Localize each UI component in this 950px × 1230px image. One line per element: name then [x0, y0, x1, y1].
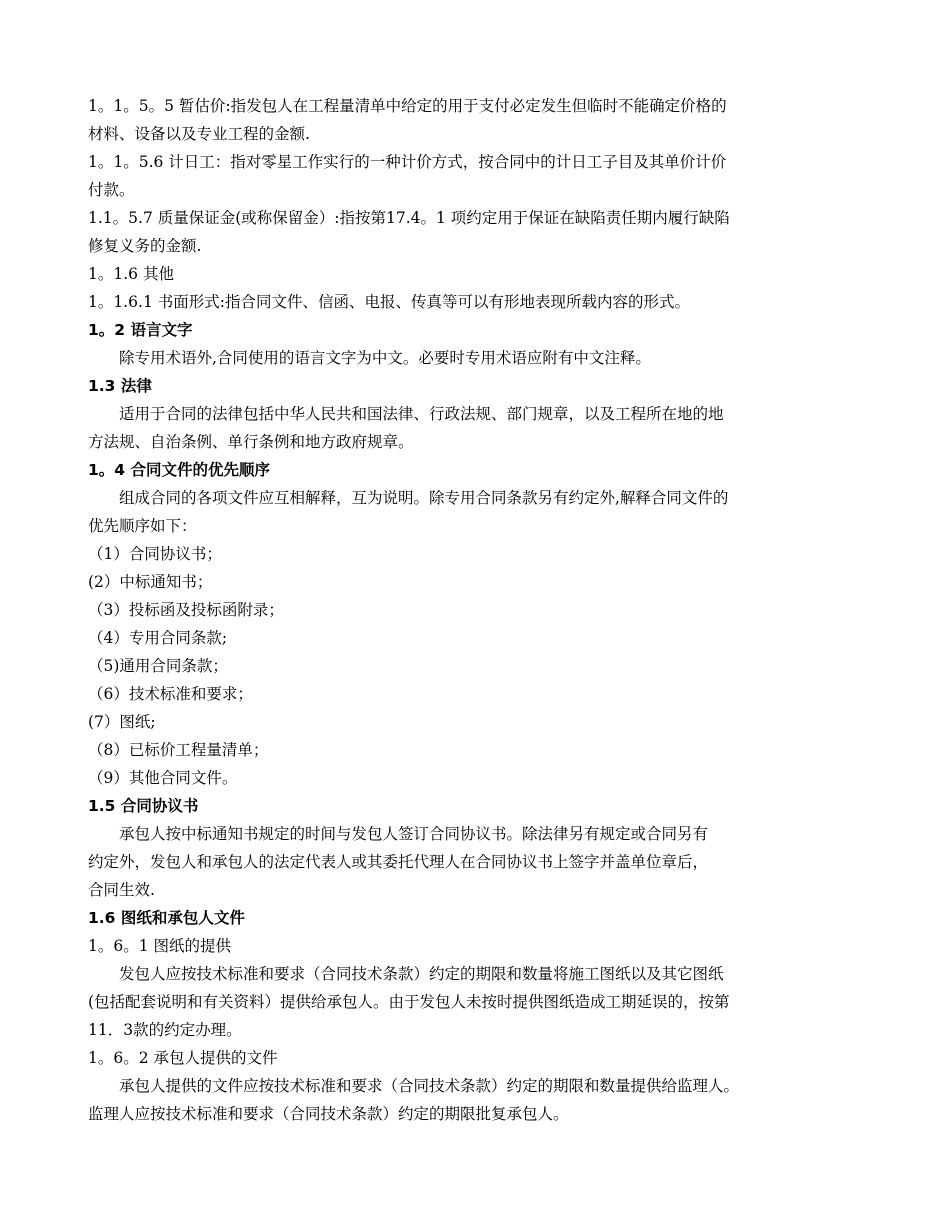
section-heading: 1.5 合同协议书	[88, 797, 199, 815]
list-item: （6）技术标准和要求；	[88, 685, 253, 703]
list-item: （3）投标函及投标函附录；	[88, 601, 284, 619]
text-line: 监理人应按技术标准和要求（合同技术条款）约定的期限批复承包人。	[88, 1105, 569, 1123]
text-line: 1。1。5.6 计日工：指对零星工作实行的一种计价方式，按合同中的计日工子目及其单价计价	[88, 153, 727, 171]
paragraph-line: 承包人提供的文件应按技术标准和要求（合同技术条款）约定的期限和数量提供给监理人。	[119, 1077, 740, 1095]
section-heading: 1。4 合同文件的优先顺序	[88, 461, 270, 479]
list-item: (2）中标通知书；	[88, 573, 213, 591]
text-line: (包括配套说明和有关资料）提供给承包人。由于发包人未按时提供图纸造成工期延误的，按第	[88, 993, 730, 1011]
paragraph-line: 除专用术语外,合同使用的语言文字为中文。必要时专用术语应附有中文注释。	[119, 349, 651, 367]
section-heading: 1.6 图纸和承包人文件	[88, 909, 245, 927]
text-line: 付款。	[88, 181, 135, 199]
text-line: 1。1。5。5 暂估价:指发包人在工程量清单中给定的用于支付必定发生但临时不能确定价格的	[88, 97, 727, 115]
text-line: 材料、设备以及专业工程的金额.	[88, 125, 310, 143]
text-line: 合同生效.	[88, 881, 155, 899]
list-item: （4）专用合同条款;	[88, 629, 228, 647]
paragraph-line: 适用于合同的法律包括中华人民共和国法律、行政法规、部门规章，以及工程所在地的地	[119, 405, 724, 423]
text-line: 优先顺序如下：	[88, 517, 197, 535]
section-heading: 1。2 语言文字	[88, 321, 193, 339]
text-line: 11．3款的约定办理。	[88, 1021, 242, 1039]
subsection-heading: 1。6。1 图纸的提供	[88, 937, 232, 955]
text-line: 1。1.6 其他	[88, 265, 174, 283]
text-line: 方法规、自治条例、单行条例和地方政府规章。	[88, 433, 414, 451]
document-body	[88, 92, 878, 1128]
paragraph-line: 发包人应按技术标准和要求（合同技术条款）约定的期限和数量将施工图纸以及其它图纸	[119, 965, 724, 983]
list-item: （9）其他合同文件。	[88, 769, 238, 787]
list-item: (7）图纸;	[88, 713, 156, 731]
paragraph-line: 组成合同的各项文件应互相解释，互为说明。除专用合同条款另有约定外,解释合同文件的	[119, 489, 729, 507]
section-heading: 1.3 法律	[88, 377, 152, 395]
text-line: 约定外，发包人和承包人的法定代表人或其委托代理人在合同协议书上签字并盖单位章后，	[88, 853, 709, 871]
text-line: 1.1。5.7 质量保证金(或称保留金）:指按第17.4。1 项约定用于保证在缺陷责任期内履行缺陷	[88, 209, 730, 227]
list-item: （8）已标价工程量清单；	[88, 741, 269, 759]
paragraph-line: 承包人按中标通知书规定的时间与发包人签订合同协议书。除法律另有规定或合同另有	[119, 825, 709, 843]
text-line: 1。1.6.1 书面形式:指合同文件、信函、电报、传真等可以有形地表现所载内容的形式。	[88, 293, 690, 311]
list-item: （1）合同协议书；	[88, 545, 222, 563]
text-line: 修复义务的金额.	[88, 237, 202, 255]
list-item: （5)通用合同条款；	[88, 657, 228, 675]
subsection-heading: 1。6。2 承包人提供的文件	[88, 1049, 278, 1067]
